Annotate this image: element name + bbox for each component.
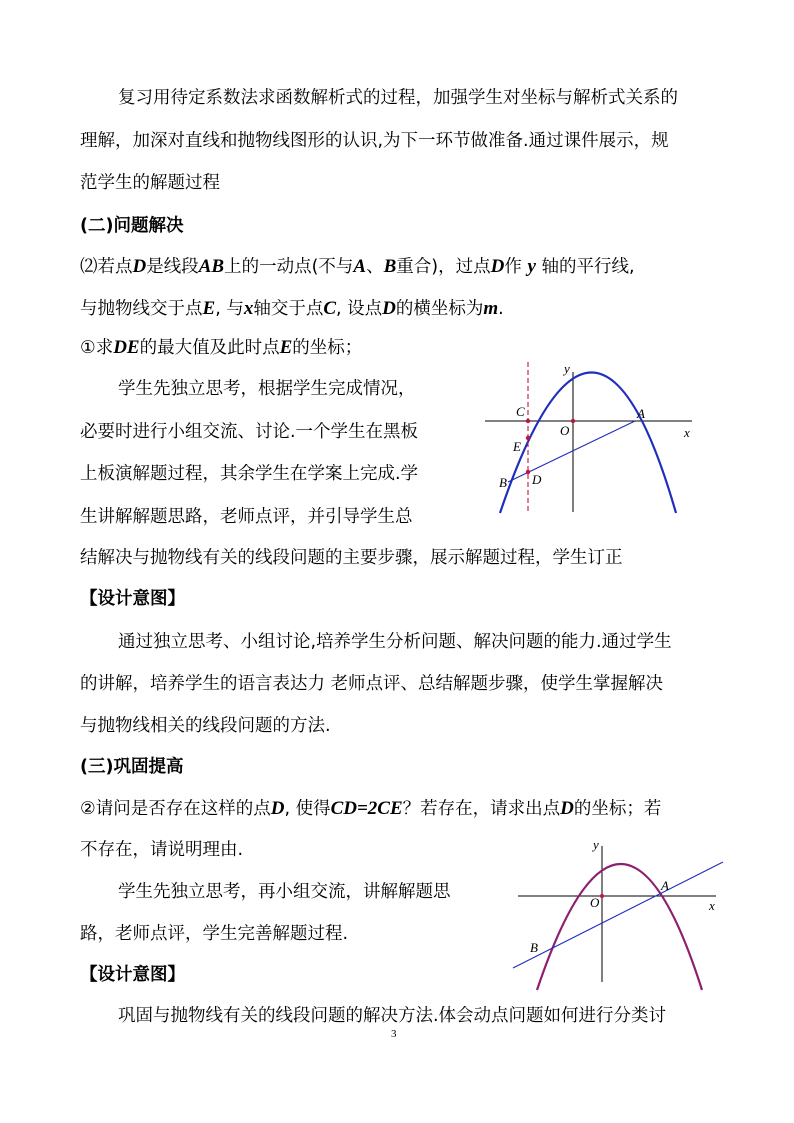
text: ⑵若点: [80, 257, 133, 277]
paragraph-line: 路，老师点评，学生完善解题过程.: [80, 924, 349, 944]
point-c: [526, 419, 530, 423]
point-e: [526, 436, 530, 440]
paragraph-line: 理解，加深对直线和抛物线图形的认识,为下一环节做准备.通过课件展示，规: [80, 131, 669, 151]
subquestion-line: [80, 797, 661, 821]
text: , 使得: [284, 799, 331, 819]
text: 作: [504, 257, 522, 277]
label-o: O: [560, 423, 570, 438]
math-expr: CD=2CE: [330, 798, 403, 819]
subquestion-line: [80, 336, 362, 360]
text: 的坐标；若: [573, 799, 662, 819]
text: 、: [366, 257, 384, 277]
question-line: [80, 297, 504, 321]
figure-parabola-2: [505, 835, 725, 990]
math-var: B: [383, 256, 397, 277]
math-var: DE: [113, 337, 140, 358]
page-number: 3: [391, 1028, 397, 1040]
text: ？若存在，请求出点: [402, 799, 561, 819]
text: , 设点: [336, 299, 383, 319]
label-y: y: [593, 837, 599, 852]
paragraph-line: 复习用待定系数法求函数解析式的过程，加强学生对坐标与解析式关系的: [118, 88, 678, 108]
text: ①求: [80, 338, 114, 358]
label-a: A: [661, 878, 669, 893]
design-intent-heading: 【设计意图】: [80, 965, 185, 985]
label-d: D: [532, 472, 542, 487]
math-var: C: [323, 298, 337, 319]
section-heading: (三)巩固提高: [80, 757, 184, 777]
paragraph-line: 生讲解解题思路，老师点评，并引导学生总: [80, 507, 413, 527]
subquestion-line: 不存在，请说明理由.: [80, 840, 244, 860]
text: 是线段: [146, 257, 199, 277]
parabola: [537, 864, 702, 990]
text: ②请问是否存在这样的点: [80, 799, 271, 819]
text: 轴交于点: [253, 299, 324, 319]
text: 的最大值及此时点: [139, 338, 280, 358]
math-var: y: [527, 256, 536, 277]
design-intent-heading: 【设计意图】: [80, 589, 185, 609]
text: .: [498, 299, 504, 319]
text: 重合)，过点: [396, 257, 491, 277]
question-line: [80, 255, 635, 279]
point-d: [526, 470, 530, 474]
math-var: D: [132, 256, 147, 277]
label-e: E: [513, 439, 521, 454]
paragraph-line: 巩固与抛物线有关的线段问题的解决方法.体会动点问题如何进行分类讨: [118, 1006, 667, 1026]
math-var: x: [243, 298, 254, 319]
label-c: C: [516, 404, 525, 419]
paragraph-line: 学生先独立思考，再小组交流，讲解解题思: [118, 882, 451, 902]
label-o: O: [590, 895, 600, 910]
label-b: B: [499, 475, 507, 490]
math-var: D: [490, 256, 505, 277]
label-x: x: [684, 425, 690, 440]
paragraph-line: 上板演解题过程，其余学生在学案上完成.学: [80, 464, 419, 484]
paragraph-line: 与抛物线相关的线段问题的方法.: [80, 716, 331, 736]
text: 与抛物线交于点: [80, 299, 203, 319]
figure-parabola-1: [478, 358, 708, 523]
math-var: E: [279, 337, 293, 358]
math-var: D: [270, 798, 285, 819]
section-heading: (二)问题解决: [80, 216, 184, 236]
point-o: [600, 894, 604, 898]
text: 的横坐标为: [395, 299, 484, 319]
paragraph-line: 结解决与抛物线有关的线段问题的主要步骤，展示解题过程，学生订正: [80, 548, 623, 568]
math-var: A: [353, 256, 367, 277]
line-ab: [513, 862, 723, 968]
math-var: AB: [198, 256, 225, 277]
label-x: x: [709, 898, 715, 913]
math-var: D: [382, 298, 396, 319]
text: 的坐标；: [292, 338, 363, 358]
text: 轴的平行线,: [541, 257, 635, 277]
math-var: m: [483, 298, 499, 319]
label-y: y: [564, 361, 570, 376]
paragraph-line: 通过独立思考、小组讨论,培养学生分析问题、解决问题的能力.通过学生: [118, 632, 672, 652]
text: , 与: [215, 299, 244, 319]
label-a: A: [637, 406, 645, 421]
parabola: [500, 373, 676, 514]
paragraph-line: 必要时进行小组交流、讨论.一个学生在黑板: [80, 422, 419, 442]
paragraph-line: 的讲解，培养学生的语言表达力 老师点评、总结解题步骤，使学生掌握解决: [80, 674, 664, 694]
math-var: D: [560, 798, 574, 819]
math-var: E: [202, 298, 216, 319]
text: 上的一动点(不与: [224, 257, 354, 277]
paragraph-line: 范学生的解题过程: [80, 173, 220, 193]
point-o: [571, 419, 575, 423]
paragraph-line: 学生先独立思考，根据学生完成情况，: [118, 379, 416, 399]
label-b: B: [530, 940, 538, 955]
